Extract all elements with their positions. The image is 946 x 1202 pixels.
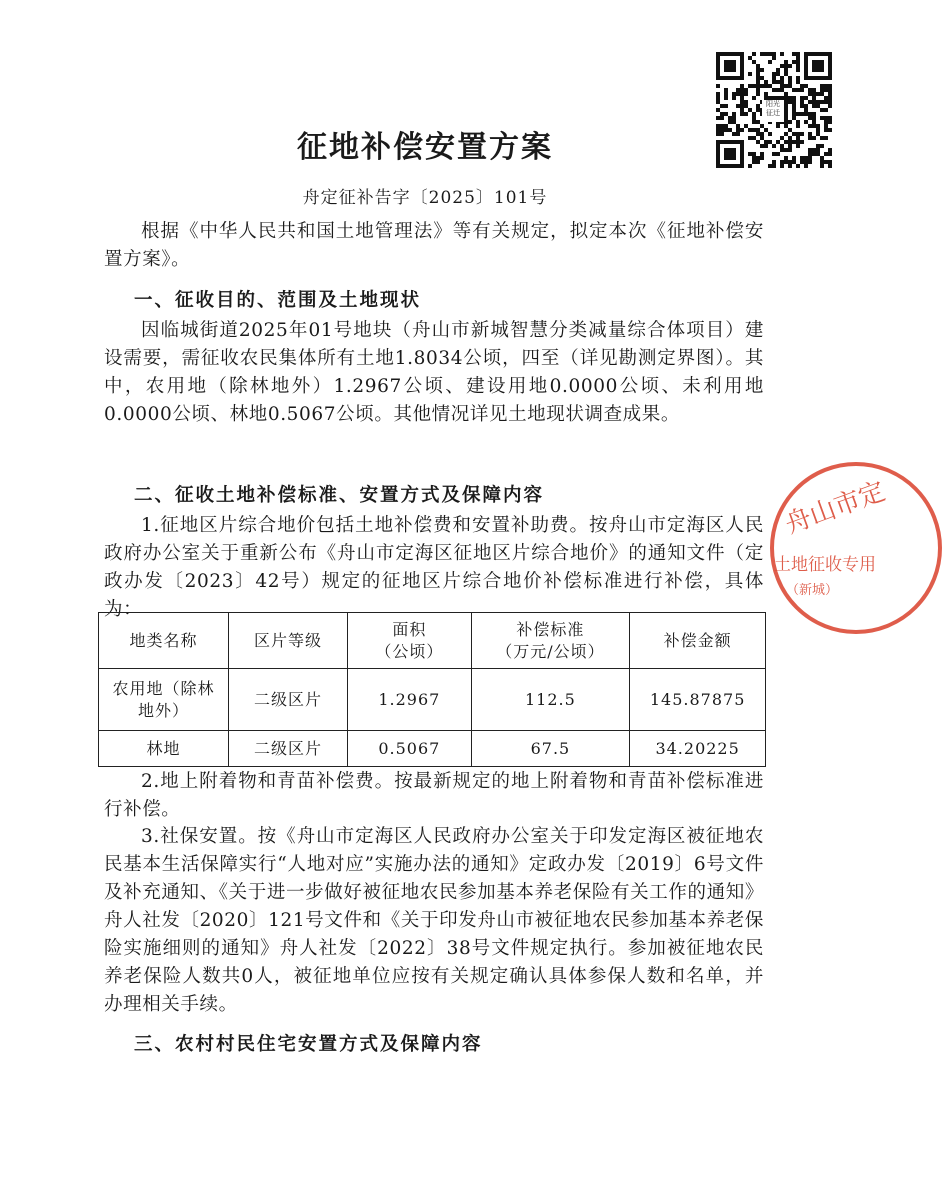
table-cell: 112.5 — [471, 669, 630, 731]
table-cell: 1.2967 — [348, 669, 471, 731]
table-header-cell: 面积 （公顷） — [348, 613, 471, 669]
table-header-cell: 区片等级 — [228, 613, 347, 669]
qr-center-label: 阳光 征迁 — [762, 100, 784, 122]
section3-heading: 三、农村村民住宅安置方式及保障内容 — [134, 1034, 483, 1055]
seal-lower-text: 土地征收专用 — [774, 555, 876, 575]
table-header-row — [99, 613, 766, 669]
compensation-table — [98, 612, 766, 767]
document-number: 舟定征补告字〔2025〕101号 — [302, 188, 548, 208]
section1-paragraph: 因临城街道2025年01号地块（舟山市新城智慧分类减量综合体项目）建设需要，需征收农民集体所有土地1.8034公顷，四至（详见勘测定界图）。其中，农用地（除林地外）1.2967公顷、建设用地0.0000公顷、未利用地0.0000公顷、林地0.5067公顷。其他情况详见土地现状调查成果。 — [104, 320, 764, 425]
page-title: 征地补偿安置方案 — [297, 130, 553, 165]
seal-sub-text: （新城） — [786, 583, 839, 598]
table-cell: 林地 — [99, 731, 229, 767]
table-row — [99, 731, 766, 767]
table-header-cell: 地类名称 — [99, 613, 229, 669]
seal-upper-text: 舟山市定 — [781, 476, 890, 541]
table-row — [99, 669, 766, 731]
table-cell: 67.5 — [471, 731, 630, 767]
section1-heading: 一、征收目的、范围及土地现状 — [134, 290, 422, 311]
section2-heading: 二、征收土地补偿标准、安置方式及保障内容 — [134, 485, 545, 506]
section2-item2: 2.地上附着物和青苗补偿费。按最新规定的地上附着物和青苗补偿标准进行补偿。 — [104, 771, 764, 820]
table-cell: 农用地（除林 地外） — [99, 669, 229, 731]
table-cell: 二级区片 — [228, 731, 347, 767]
table-cell: 34.20225 — [630, 731, 766, 767]
section2-item3: 3.社保安置。按《舟山市定海区人民政府办公室关于印发定海区被征地农民基本生活保障实行“人地对应”实施办法的通知》定政办发〔2019〕6号文件及补充通知、《关于进一步做好被征地农民参加基本养老保险有关工作的通知》舟人社发〔2020〕121号文件和《关于印发舟山市被征地农民参加基本养老保险实施细则的通知》舟人社发〔2022〕38号文件规定执行。参加被征地农民养老保险人数共0人，被征地单位应按有关规定确认具体参保人数和名单，并办理相关手续。 — [104, 826, 764, 1015]
table-cell: 145.87875 — [630, 669, 766, 731]
official-seal — [766, 458, 946, 638]
table-header-cell: 补偿标准 （万元/公顷） — [471, 613, 630, 669]
intro-paragraph: 根据《中华人民共和国土地管理法》等有关规定，拟定本次《征地补偿安置方案》。 — [104, 221, 764, 270]
section2-item1: 1.征地区片综合地价包括土地补偿费和安置补助费。按舟山市定海区人民政府办公室关于重新公布《舟山市定海区征地区片综合地价》的通知文件（定政办发〔2023〕42号）规定的征地区片综合地价补偿标准进行补偿，具体为： — [104, 515, 764, 620]
table-cell: 0.5067 — [348, 731, 471, 767]
table-cell: 二级区片 — [228, 669, 347, 731]
table-header-cell: 补偿金额 — [630, 613, 766, 669]
